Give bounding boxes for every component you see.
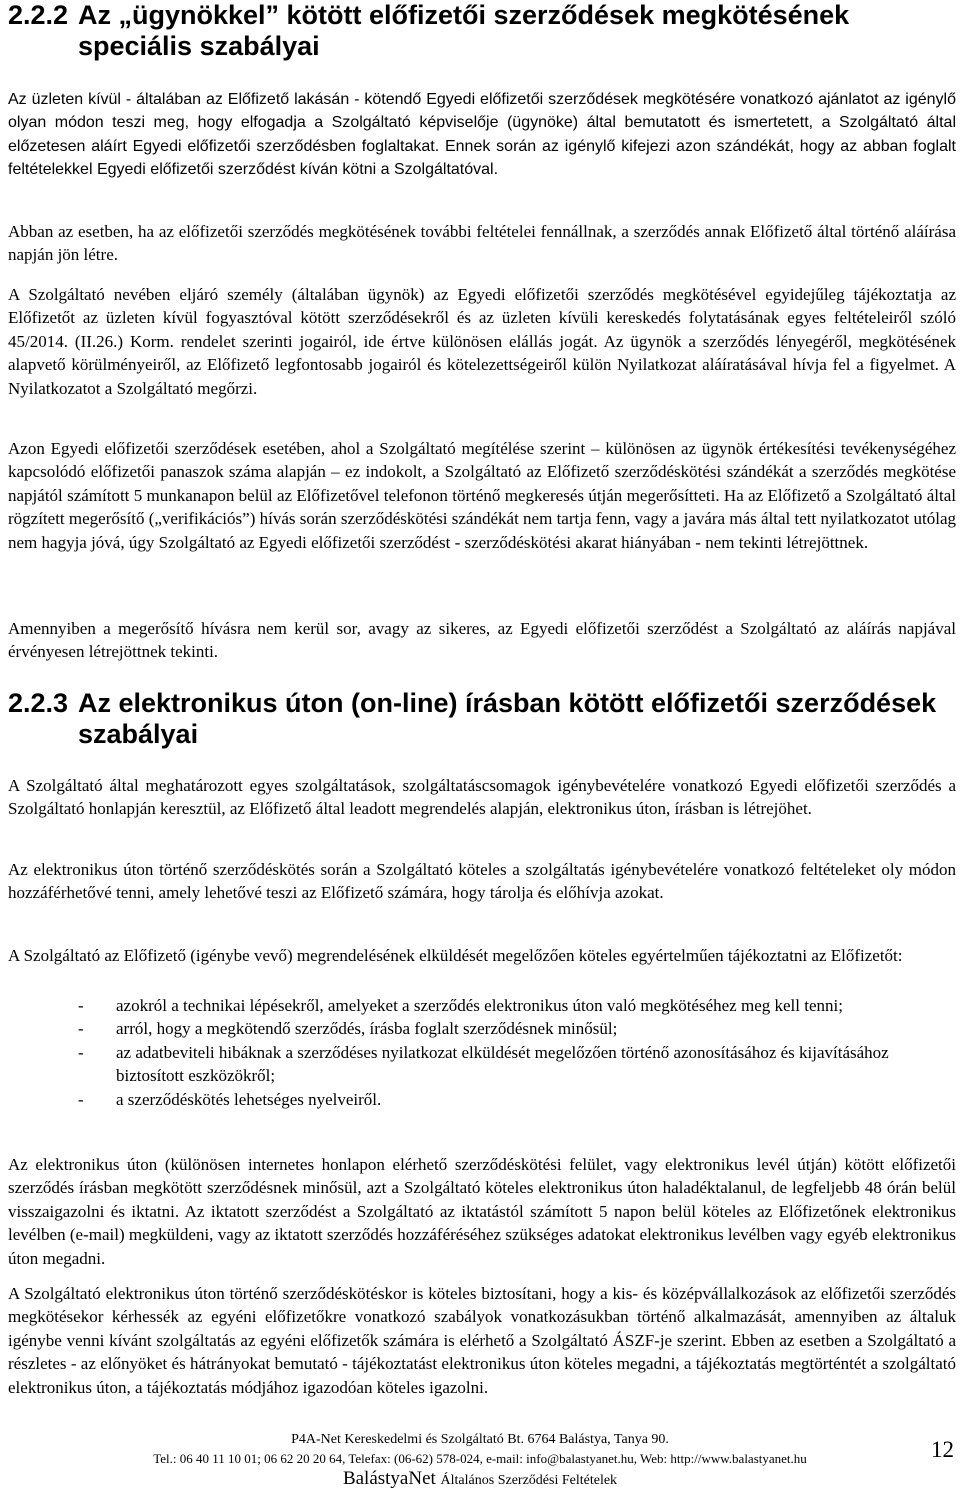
list-marker: - [78,996,84,1015]
list-item [8,1041,956,1088]
paragraph: Amennyiben a megerősítő hívásra nem kerül sor, avagy az sikeres, az Egyedi előfizetői szerződést a Szolgáltató az aláírás napjával érvényesen létrejöttnek tekinti. [8,619,956,662]
brand-name: BalástyaNet [342,1468,436,1489]
paragraph: Abban az esetben, ha az előfizetői szerződés megkötésének további feltételei fennállnak, a szerződés annak Előfizető által történő aláírása napján jön létre. [8,222,956,265]
paragraph: A Szolgáltató nevében eljáró személy (általában ügynök) az Egyedi előfizetői szerződés megkötésével egyidejűleg tájékoztatja az Előfizetőt az üzleten kívül fogyasztóval kötött szerződésekről és az üzleten kívüli kereskedés folytatásának egyes feltételeiről szóló 45/2014. (II.26.) Korm. rendelet szerinti jogairól, ide értve különösen elállás jogát. Az ügynök a szerződés lényegéről, megkötésének alapvető körülményeiről, az Előfizető legfontosabb jogairól és kötelezettségeiről külön Nyilatkozat aláíratásával hívja fel a figyelmet. A Nyilatkozatot a Szolgáltató megőrzi. [8,285,956,398]
footer-company: P4A-Net Kereskedelmi és Szolgáltató Bt. 6764 Balástya, Tanya 90. [291,1432,669,1447]
list-item-text: az adatbeviteli hibáknak a szerződéses nyilatkozat elküldését megelőzően történő azonosításához és kijavításához biztosított eszközökről; [116,1042,889,1086]
section-number: 2.2.3 [8,688,69,718]
paragraph: A Szolgáltató elektronikus úton történő szerződéskötéskor is köteles biztosítani, hogy a kis- és középvállalkozások az előfizetői szerződés megkötésekor kérhessék az egyéni előfizetőkre vonatkozó szabályok vonatkozásukban történő alkalmazását, amennyiben az általuk igénybe venni kívánt szolgáltatás az egyéni előfizetők számára is elérhető a Szolgáltató ÁSZF-je szerint. Ebben az esetben a Szolgáltató a részletes - az előnyöket és hátrányokat bemutató - tájékoztatást elektronikus úton köteles megadni, a tájékoztatás megtörténtét a szolgáltató elektronikus úton, a tájékoztatás módjához igazodóan köteles igazolni. [8,1284,956,1397]
paragraph: Azon Egyedi előfizetői szerződések esetében, ahol a Szolgáltató megítélése szerint – különösen az ügynök értékesítési tevékenységéhez kapcsolódó előfizetői panaszok száma alapján – ez indokolt, a Szolgáltató az Előfizető szerződéskötési szándékát a szerződés megkötése napjától számított 5 munkanapon belül az Előfizetővel telefonon történő megkeresés útján megerősítteti. Ha az Előfizető a Szolgáltató által rögzített megerősítő („verifikációs”) hívás során szerződéskötési szándékát nem tartja fenn, vagy a javára más által tett nyilatkozatot utólag nem hagyja jóvá, úgy Szolgáltató az Egyedi előfizetői szerződést - szerződéskötési akarat hiányában - nem tekinti létrejöttnek. [8,439,956,552]
list-item-text: arról, hogy a megkötendő szerződés, írásba foglalt szerződésnek minősül; [116,1019,618,1039]
list-item-text: azokról a technikai lépésekről, amelyeket a szerződés elektronikus úton való megkötéséhez meg kell tenni; [116,996,843,1015]
list-marker: - [78,1089,84,1109]
requirements-list [8,994,956,1111]
section-number: 2.2.2 [8,0,69,30]
paragraph: Az elektronikus úton történő szerződéskötés során a Szolgáltató köteles a szolgáltatás igénybevételére vonatkozó feltételeket oly módon hozzáférhetővé tenni, amely lehetővé teszi az Előfizető számára, hogy tárolja és előhívja azokat. [8,860,956,903]
list-item [8,1088,956,1111]
footer-brand [0,1468,960,1490]
paragraph: Az üzleten kívül - általában az Előfizető lakásán - kötendő Egyedi előfizetői szerződések megkötésére vonatkozó ajánlatot az igénylő olyan módon teszi meg, hogy elfogadja a Szolgáltató képviselője (ügynöke) által bemutatott és ismertetett, a Szolgáltató által előzetesen aláírt Egyedi előfizetői szerződésben foglaltakat. Ennek során az igénylő kifejezi azon szándékát, hogy az abban foglalt feltételekkel Egyedi előfizetői szerződést kíván kötni a Szolgáltatóval. [8,91,956,179]
section-heading-2-2-3 [8,688,948,750]
footer-contact: Tel.: 06 40 11 10 01; 06 62 20 20 64, Telefax: (06-62) 578-024, e-mail: info@balastyanet.hu, Web: http://www.balastyanet.hu [153,1451,807,1466]
section-title-line1: Az „ügynökkel” kötött előfizetői szerződések megkötésének [78,0,850,30]
paragraph: Az elektronikus úton (különösen internetes honlapon elérhető szerződéskötési felület, vagy elektronikus levél útján) kötött előfizetői szerződés írásban megkötött szerződésnek minősül, azt a Szolgáltató köteles elektronikus úton haladéktalanul, de legfeljebb 48 órán belül visszaigazolni és iktatni. Az iktatott szerződést a Szolgáltató az iktatástól számított 5 napon belül köteles az Előfizetőnek elektronikus levélben (e-mail) megküldeni, vagy az iktatott szerződés hozzáféréséhez szükséges adatokat elektronikus levélben vagy egyéb elektronikus úton megadni. [8,1155,956,1268]
section-title-line2: szabályai [78,719,199,749]
document-title: Általános Szerződési Feltételek [440,1473,618,1488]
list-marker: - [78,1019,84,1039]
section-heading-2-2-2 [8,0,948,62]
list-item-text: a szerződéskötés lehetséges nyelveiről. [116,1089,382,1109]
paragraph: A Szolgáltató az Előfizető (igénybe vevő) megrendelésének elküldését megelőzően köteles egyértelműen tájékoztatni az Előfizetőt: [8,946,903,965]
list-marker: - [78,1042,84,1062]
section-title-line1: Az elektronikus úton (on-line) írásban kötött előfizetői szerződések [78,688,937,718]
list-item [8,1017,956,1040]
paragraph: A Szolgáltató által meghatározott egyes szolgáltatások, szolgáltatáscsomagok igénybevételére vonatkozó Egyedi előfizetői szerződés a Szolgáltató honlapján keresztül, az Előfizető által leadott megrendelés alapján, elektronikus úton, írásban is létrejöhet. [8,776,956,819]
list-item [8,994,956,1017]
section-title-line2: speciális szabályai [78,31,320,61]
page-number: 12 [931,1437,954,1462]
